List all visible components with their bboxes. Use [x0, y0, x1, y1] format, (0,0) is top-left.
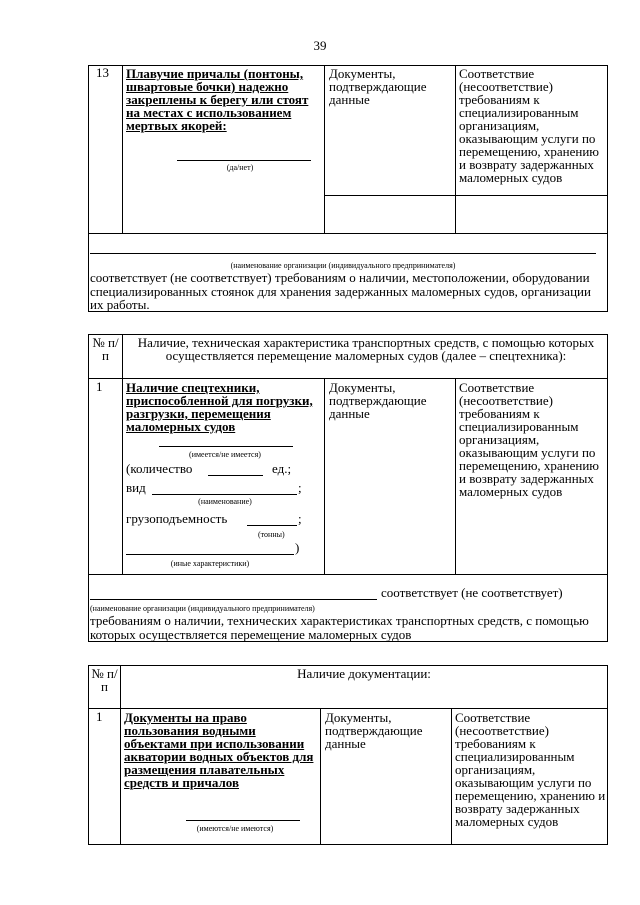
row-number: 13	[96, 65, 109, 80]
num-header: № п/п	[91, 666, 118, 694]
conformity-label: Соответствие (несоответствие) требованиям к специализированным организациям, оказывающим услуги по перемещению, хранению и возврату задержанных маломерных судов	[455, 710, 606, 829]
yes-no-caption: (да/нет)	[226, 163, 254, 172]
equipment-header: Наличие, техническая характеристика транспортных средств, с помощью которых осуществляется перемещение маломерных судов (далее – спецтехника):	[137, 335, 595, 363]
conformity-label: Соответствие (несоответствие) требованиям к специализированным организациям, оказывающим услуги по перемещению, хранению и возврату задержанных маломерных судов	[459, 66, 600, 185]
docs-label: Документы, подтверждающие данные	[329, 66, 427, 107]
capacity-end: ;	[298, 511, 302, 526]
docs-label: Документы, подтверждающие данные	[325, 710, 423, 751]
capacity-label: грузоподъемность	[126, 511, 228, 526]
org-name-caption: (наименование организации (индивидуального предпринимателя)	[90, 604, 315, 613]
documentation-title: Документы на право пользования водными объектами при использовании акватории водных объектов для размещения плавательных средств и причалов	[124, 710, 314, 790]
moorings-title: Плавучие причалы (понтоны, швартовые бочки) надежно закреплены к берегу или стоят на местах с использованием мертвых якорей:	[126, 66, 309, 133]
tons-caption: (тонны)	[258, 530, 285, 539]
other-end: )	[295, 540, 300, 555]
kind-end: ;	[298, 480, 302, 495]
equipment-conclusion: требованиям о наличии, технических характеристиках транспортных средств, с помощью которых осуществляется перемещение маломерных судов	[90, 613, 589, 642]
org-name-caption: (наименование организации (индивидуального предпринимателя)	[230, 261, 456, 270]
row-number: 1	[96, 379, 103, 394]
equipment-title: Наличие спецтехники, приспособленной для погрузки, разгрузки, перемещения маломерных судов	[126, 380, 313, 434]
moorings-conclusion: соответствует (не соответствует) требованиям о наличии, местоположении, оборудовании специализированных стоянок для хранения задержанных маломерных судов, организации их работы.	[90, 270, 591, 312]
docs-label: Документы, подтверждающие данные	[329, 380, 427, 421]
quantity-label: (количество	[126, 461, 193, 476]
exists-caption: (имеется/не имеется)	[189, 450, 261, 459]
kind-label: вид	[126, 480, 146, 495]
conformity-label: Соответствие (несоответствие) требованиям к специализированным организациям, оказывающим услуги по перемещению, хранению и возврату задержанных маломерных судов	[459, 380, 600, 499]
units-label: ед.;	[272, 461, 292, 476]
page-number: 39	[313, 38, 327, 53]
other-caption: (иные характеристики)	[170, 559, 250, 568]
documentation-header: Наличие документации:	[297, 666, 431, 681]
exists-caption: (имеются/не имеются)	[196, 824, 274, 833]
num-header: № п/п	[92, 335, 119, 363]
conforms-label: соответствует (не соответствует)	[381, 585, 563, 600]
name-caption: (наименование)	[198, 497, 252, 506]
row-number: 1	[96, 709, 103, 724]
